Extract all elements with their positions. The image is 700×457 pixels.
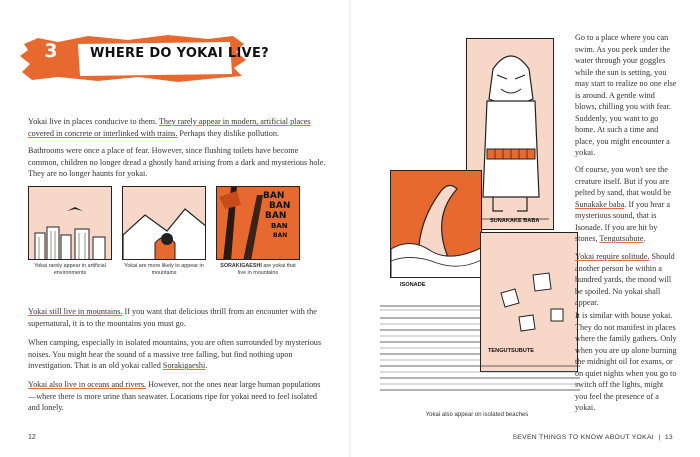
- right-paragraph-3: Yokai require solitude. Should another person be within a hundred yards, the mood will be spoiled. No yokai shall appear.: [575, 252, 675, 307]
- panel-sorakigaeshi-caption: SORAKIGAESHI are yokai that live in mountains: [220, 263, 296, 276]
- panel-sorakigaeshi: [216, 186, 300, 260]
- chapter-title: WHERE DO YOKAI LIVE?: [90, 46, 269, 61]
- paragraph-1: Yokai live in places conducive to them. They rarely appear in modern, artificial places covered in concrete or interlinked with trains. Perhaps they dislike pollution.: [28, 117, 311, 138]
- paragraph-3: Yokai still live in mountains. If you want that delicious thrill from an encounter with the supernatural, it is to the mountains you must go.: [28, 307, 317, 328]
- right-paragraph-4: It is similar with house yokai. They do not manifest in places where the family gathers. Only when you are up alone burning the midnight oil for exams, or on quiet nights when you go to switch off the lights, might you feel the presence of a yokai.: [575, 311, 677, 412]
- art-caption: Yokai also appear on isolated beaches: [425, 412, 529, 418]
- paragraph-5: Yokai also live in oceans and rivers. However, not the ones near large human populations—where there is more urine than seawater. Locations ripe for yokai need to feel isolated and lonely.: [28, 380, 321, 412]
- label-isonade: ISONADE: [400, 282, 426, 288]
- city-skyline-icon: [29, 187, 112, 260]
- waves-icon: [380, 290, 580, 400]
- panel-city-caption: Yokai rarely appear in artificial environments: [34, 263, 106, 276]
- panel-mountain: [122, 186, 206, 260]
- right-page: [350, 0, 700, 457]
- page-number-right: 13: [664, 434, 673, 441]
- paragraph-2: Bathrooms were once a place of fear. However, since flushing toilets have become common, children no longer dread a ghostly hand arising from a dark and mysterious hole. They are no longer haunts for yokai.: [28, 146, 326, 178]
- isonade-wave-icon: [391, 171, 482, 278]
- chapter-number: 3: [44, 40, 58, 62]
- page-number-left: 12: [28, 434, 36, 441]
- panel-mountain-caption: Yokai are more likely to appear in mountains: [124, 263, 204, 276]
- label-sunakake-baba: SUNAKAKE BABA: [490, 218, 540, 224]
- paragraph-4: When camping, especially in isolated mountains, you are often surrounded by mysterious noises. You might hear the sound of a massive tree falling, but find nothing upon investigation. That is an old yokai called Sorakigaeshi.: [28, 338, 322, 370]
- sfx-text: BAN BAN BAN BAN BAN: [263, 191, 291, 239]
- panel-isonade: [390, 170, 482, 278]
- label-tengutsubute: TENGUTSUBUTE: [488, 348, 534, 354]
- beach-waves: [380, 290, 580, 400]
- right-paragraph-2: Of course, you won't see the creature itself. But if you are pelted by sand, that would be Sunakake baba. If you hear a mysterious sound, that is Isonade. If you are hit by stones, Tengutsubute.: [575, 165, 671, 243]
- running-footer: SEVEN THINGS TO KNOW ABOUT YOKAI | 13: [512, 434, 673, 441]
- mountain-yokai-icon: [123, 187, 206, 260]
- right-paragraph-1: Go to a place where you can swim. As you peek under the water through your goggles while the sun is setting, you may start to realize no one else is around. A gentle wind blows, chilling you with fear. Suddenly, you want to go home. At such a time and place, you might encounter a yokai.: [575, 33, 677, 157]
- panel-city: [28, 186, 112, 260]
